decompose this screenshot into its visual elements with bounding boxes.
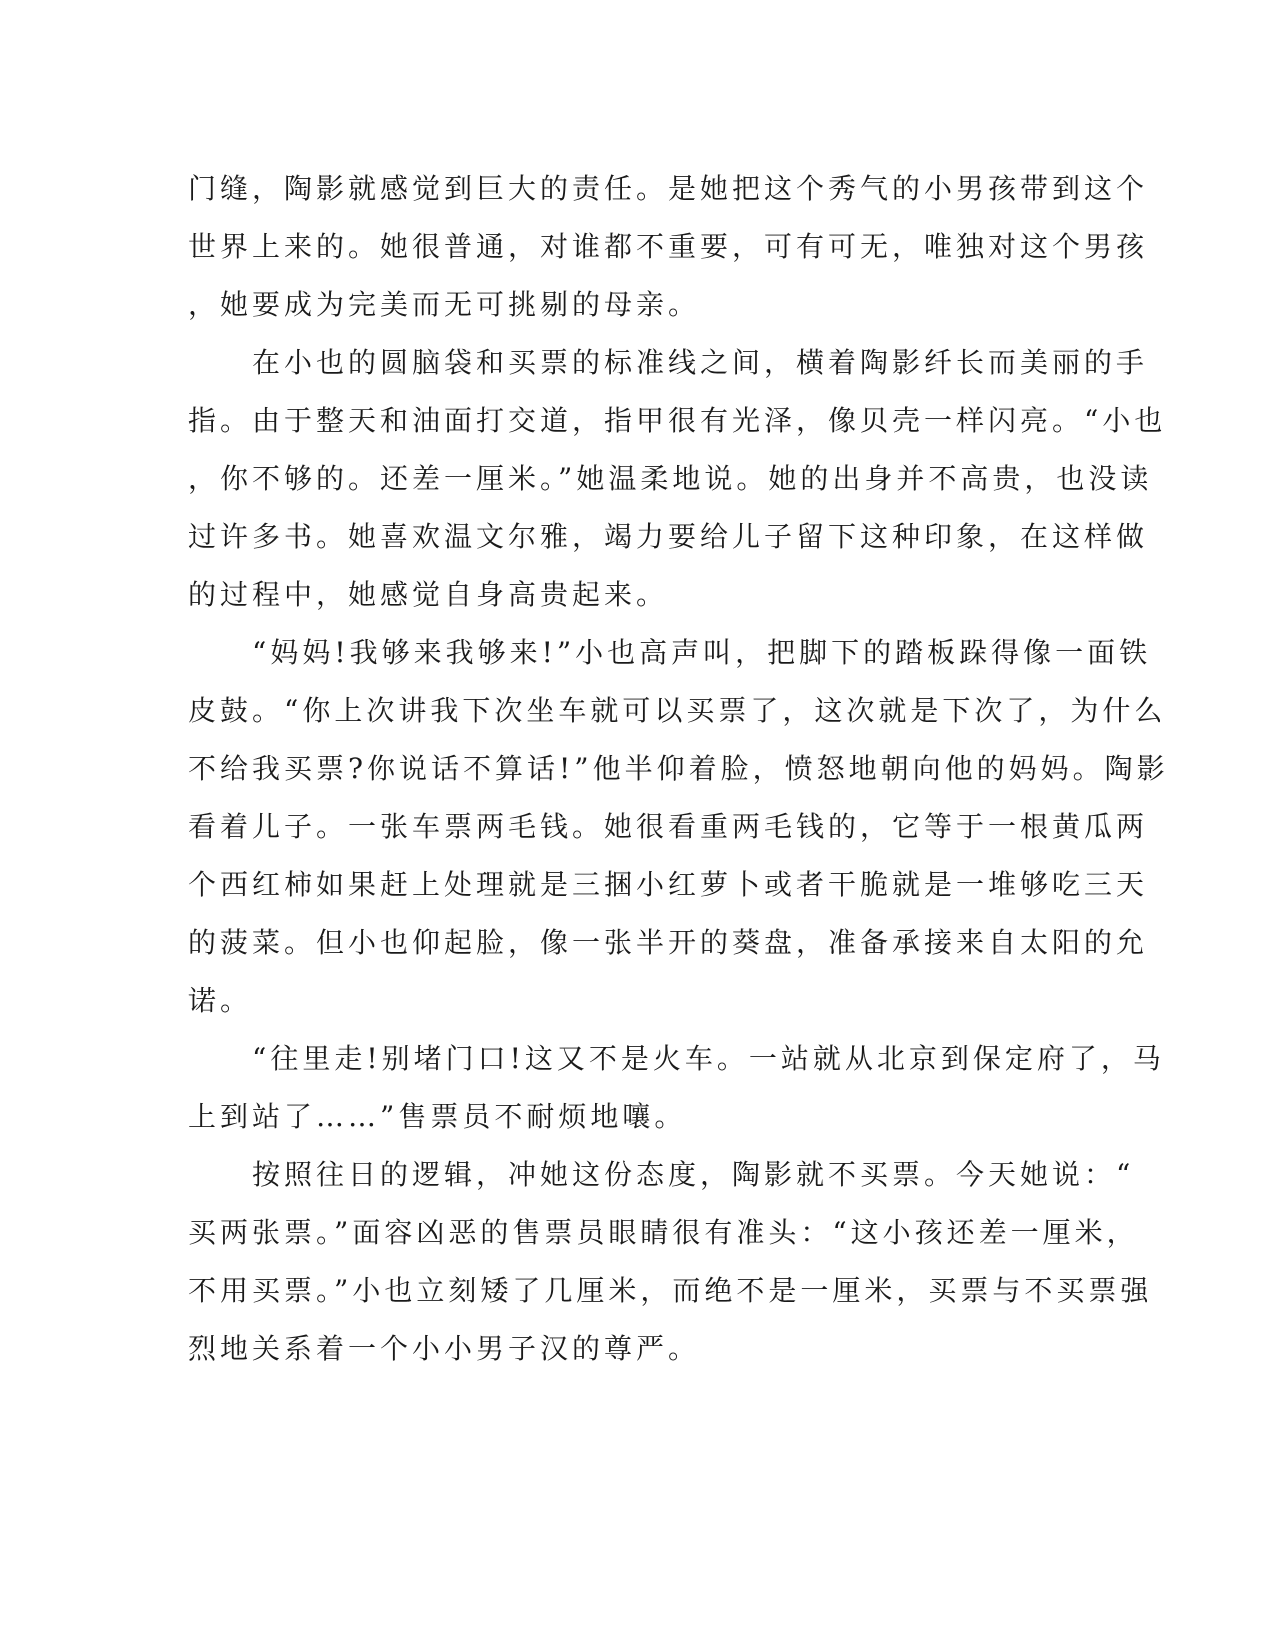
text-body <box>188 160 1169 1378</box>
text-line: 按照往日的逻辑，冲她这份态度，陶影就不买票。今天她说：“ <box>188 1158 1135 1191</box>
text-line: 指。由于整天和油面打交道，指甲很有光泽，像贝壳一样闪亮。“小也 <box>188 404 1167 437</box>
text-line: 个西红柿如果赶上处理就是三捆小红萝卜或者干脆就是一堆够吃三天 <box>188 868 1149 901</box>
text-line: 在小也的圆脑袋和买票的标准线之间，横着陶影纤长而美丽的手 <box>188 346 1149 379</box>
text-line: 皮鼓。“你上次讲我下次坐车就可以买票了，这次就是下次了，为什么 <box>188 694 1167 727</box>
text-line: 诺。 <box>188 984 253 1017</box>
text-line: “妈妈!我够来我够来!”小也高声叫，把脚下的踏板跺得像一面铁 <box>188 636 1152 669</box>
text-line: 过许多书。她喜欢温文尔雅，竭力要给儿子留下这种印象，在这样做 <box>188 520 1149 553</box>
text-line: 不给我买票?你说话不算话!”他半仰着脸，愤怒地朝向他的妈妈。陶影 <box>188 752 1169 785</box>
text-line: 世界上来的。她很普通，对谁都不重要，可有可无，唯独对这个男孩 <box>188 230 1149 263</box>
text-line: ，她要成为完美而无可挑剔的母亲。 <box>188 288 701 321</box>
paragraph <box>188 1030 1165 1146</box>
text-line: 看着儿子。一张车票两毛钱。她很看重两毛钱的，它等于一根黄瓜两 <box>188 810 1149 843</box>
text-line: 上到站了……”售票员不耐烦地嚷。 <box>188 1100 687 1133</box>
text-line: 烈地关系着一个小小男子汉的尊严。 <box>188 1332 701 1365</box>
text-line: 的过程中，她感觉自身高贵起来。 <box>188 578 669 611</box>
text-line: 买两张票。”面容凶恶的售票员眼睛很有准头：“这小孩还差一厘米， <box>188 1216 1139 1249</box>
text-line: 不用买票。”小也立刻矮了几厘米，而绝不是一厘米，买票与不买票强 <box>188 1274 1153 1307</box>
paragraph <box>188 160 1149 334</box>
text-line: ，你不够的。还差一厘米。”她温柔地说。她的出身并不高贵，也没读 <box>188 462 1153 495</box>
paragraph <box>188 1146 1153 1378</box>
text-line: 的菠菜。但小也仰起脸，像一张半开的葵盘，准备承接来自太阳的允 <box>188 926 1149 959</box>
paragraph <box>188 334 1167 624</box>
text-line: “往里走!别堵门口!这又不是火车。一站就从北京到保定府了，马 <box>188 1042 1165 1075</box>
text-line: 门缝，陶影就感觉到巨大的责任。是她把这个秀气的小男孩带到这个 <box>188 172 1149 205</box>
paragraph <box>188 624 1169 1030</box>
